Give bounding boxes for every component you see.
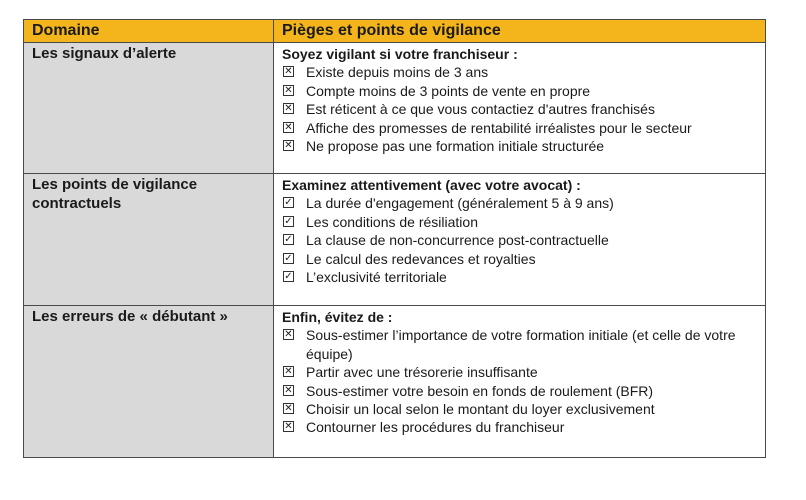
cell-intro: Examinez attentivement (avec votre avocat) : [282,177,581,193]
item-text: Contourner les procédures du franchiseur [306,419,565,436]
item-text: Ne propose pas une formation initiale structurée [306,138,605,155]
item-list [282,326,757,436]
list-item [282,326,757,363]
header-pieges: Pièges et points de vigilance [274,20,766,43]
x-box-icon: ✕ [284,384,293,396]
check-box-icon: ✓ [284,197,293,209]
item-text: La clause de non-concurrence post-contractuelle [306,232,609,249]
list-item [282,194,757,212]
list-item [282,137,757,155]
list-item [282,250,757,268]
item-text: Les conditions de résiliation [306,213,478,230]
x-box-icon: ✕ [284,329,293,341]
list-item [282,268,757,286]
list-item [282,63,757,81]
item-text: Existe depuis moins de 3 ans [306,64,489,81]
item-text: Le calcul des redevances et royalties [306,250,536,267]
content-cell [274,174,766,306]
header-domaine: Domaine [24,20,274,43]
x-box-icon: ✕ [284,403,293,415]
domain-cell: Les points de vigilance contractuels [24,174,274,306]
check-box-icon: ✓ [284,252,293,264]
list-item [282,400,757,418]
item-text: Partir avec une trésorerie insuffisante [306,364,538,381]
vigilance-table [23,19,766,458]
x-box-icon: ✕ [284,103,293,115]
table-row [24,306,766,458]
item-text: Sous-estimer votre besoin en fonds de roulement (BFR) [306,382,654,399]
item-list [282,63,757,155]
check-box-icon: ✓ [284,271,293,283]
table-row [24,43,766,174]
list-item [282,382,757,400]
table-header-row [24,20,766,43]
item-list [282,194,757,286]
table-row [24,174,766,306]
list-item [282,213,757,231]
x-box-icon: ✕ [284,421,293,433]
list-item [282,363,757,381]
domain-cell: Les erreurs de « débutant » [24,306,274,458]
item-text: Affiche des promesses de rentabilité irréalistes pour le secteur [306,119,692,136]
cell-intro: Enfin, évitez de : [282,309,393,325]
item-text: Choisir un local selon le montant du loyer exclusivement [306,401,655,418]
item-text: Est réticent à ce que vous contactiez d'autres franchisés [306,101,655,118]
domain-cell: Les signaux d’alerte [24,43,274,174]
list-item [282,119,757,137]
item-text: Compte moins de 3 points de vente en propre [306,82,591,99]
item-text: La durée d'engagement (généralement 5 à 9 ans) [306,195,614,212]
cell-intro: Soyez vigilant si votre franchiseur : [282,46,518,62]
list-item [282,231,757,249]
list-item [282,418,757,436]
content-cell [274,306,766,458]
x-box-icon: ✕ [284,121,293,133]
x-box-icon: ✕ [284,366,293,378]
vigilance-table-frame [23,19,765,458]
item-text: L’exclusivité territoriale [306,269,447,286]
list-item [282,82,757,100]
check-box-icon: ✓ [284,215,293,227]
x-box-icon: ✕ [284,84,293,96]
x-box-icon: ✕ [284,66,293,78]
item-text: Sous-estimer l’importance de votre formation initiale (et celle de votre équipe) [306,327,736,362]
content-cell [274,43,766,174]
x-box-icon: ✕ [284,140,293,152]
list-item [282,100,757,118]
check-box-icon: ✓ [284,234,293,246]
